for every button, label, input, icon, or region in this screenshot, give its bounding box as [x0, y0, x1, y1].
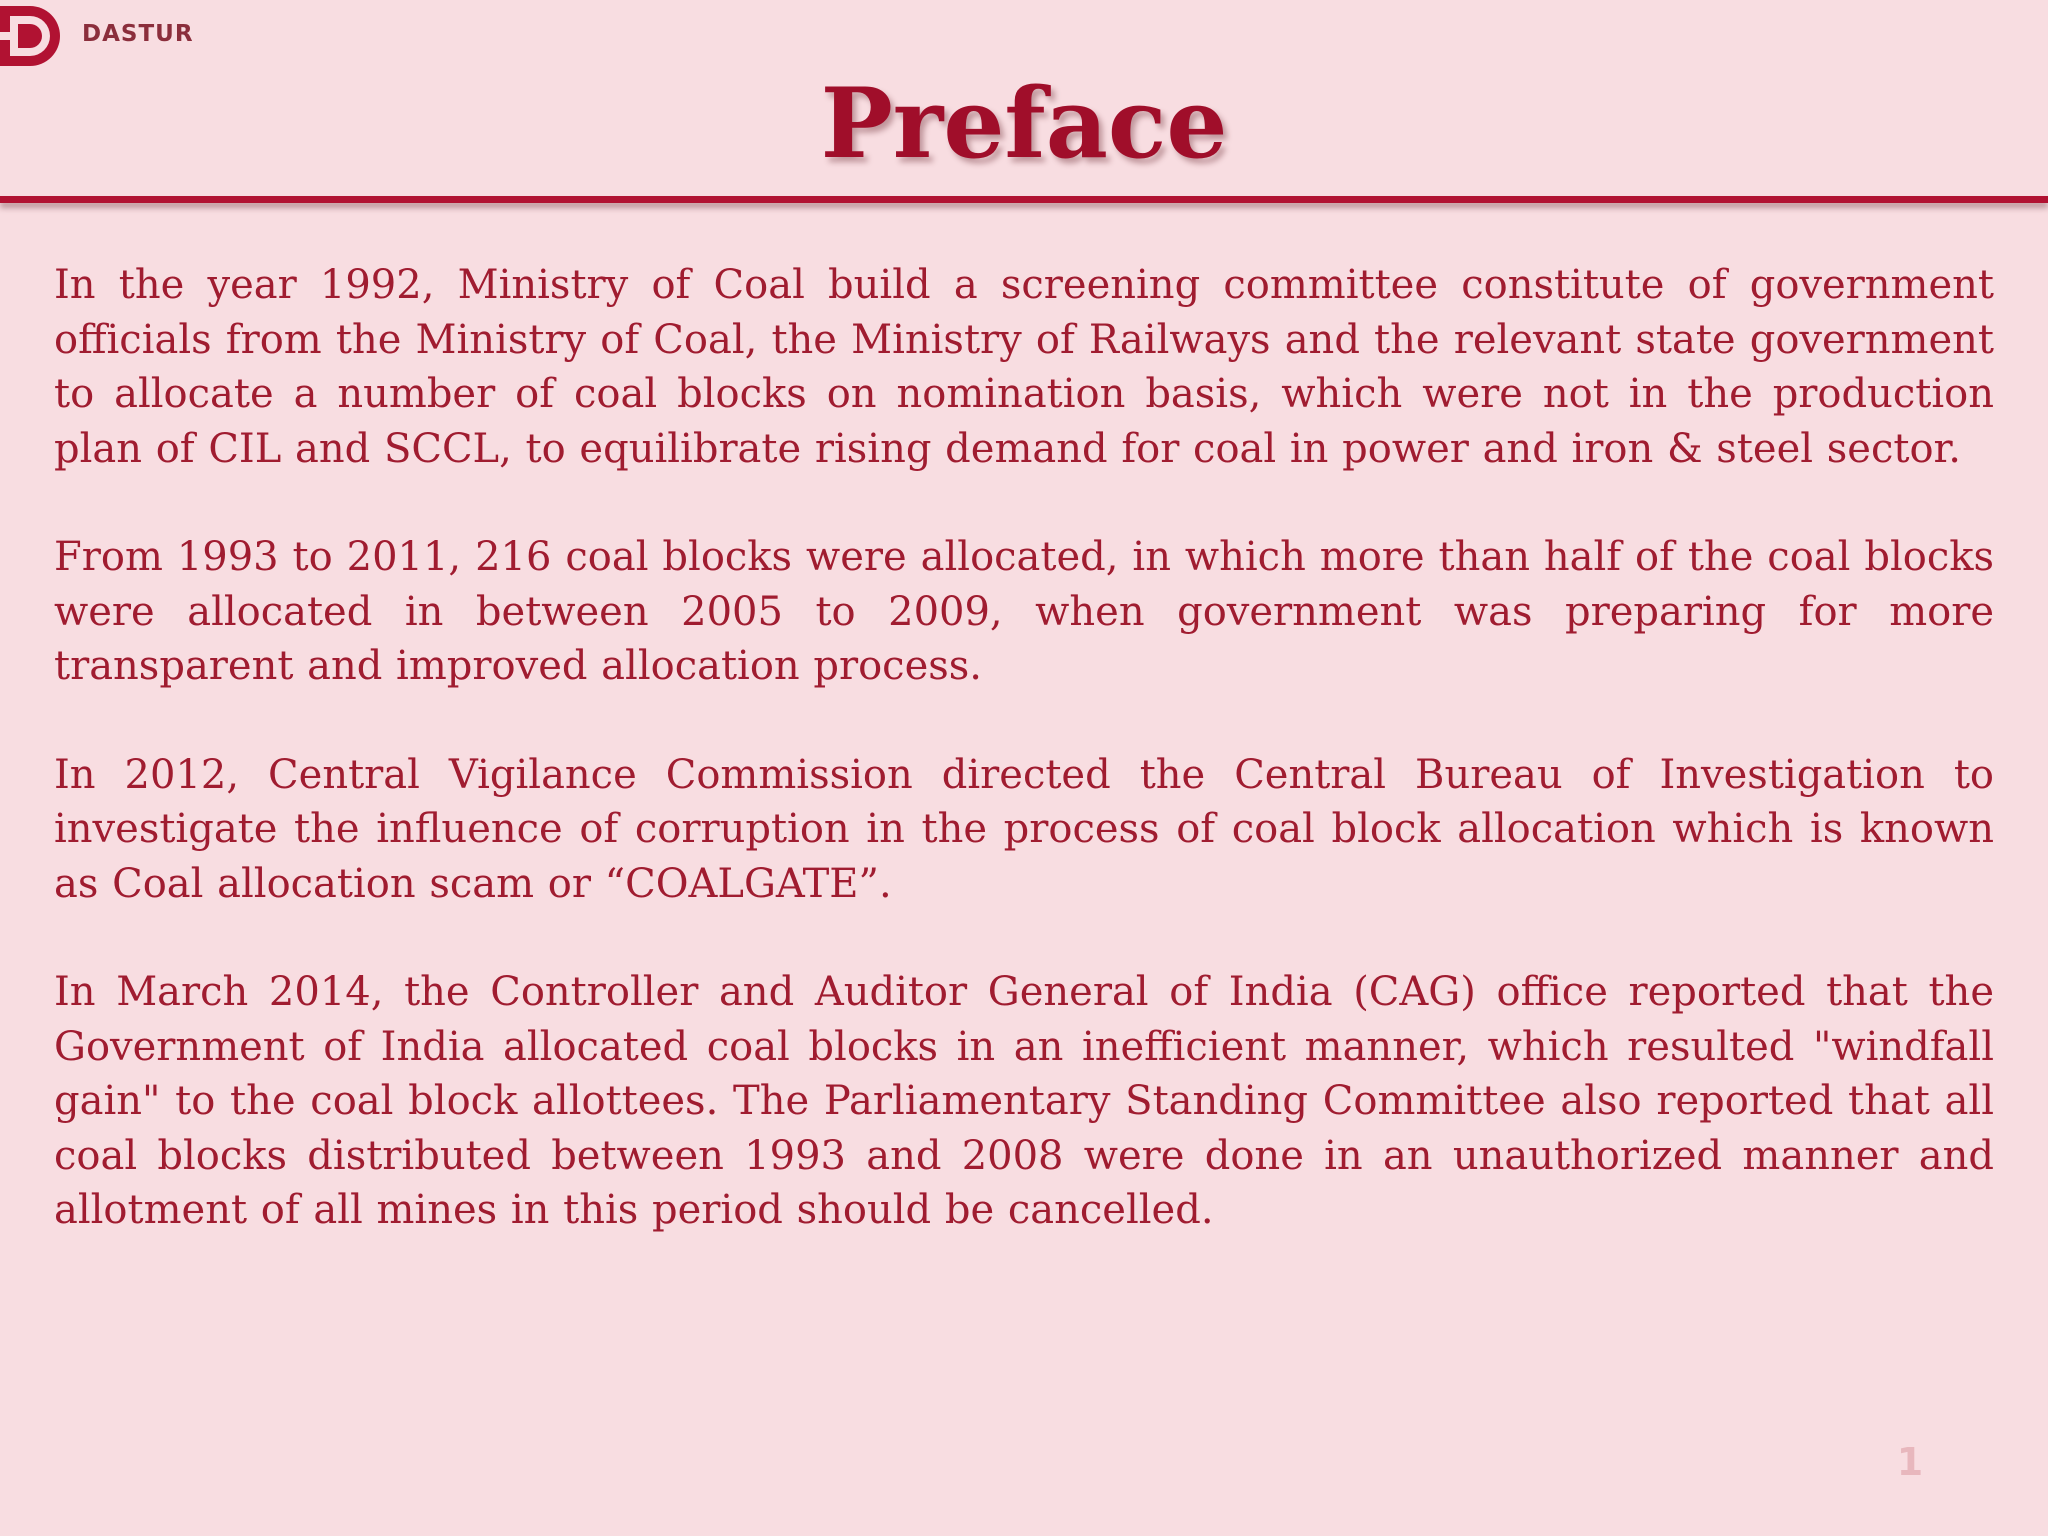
paragraph-3: In 2012, Central Vigilance Commission directed the Central Bureau of Investigation to investigate the influence of corruption in the process of coal block allocation which is known as Coal allocation scam or “COALGATE”.: [54, 751, 1994, 907]
page-number: 1: [1896, 1440, 1924, 1484]
slide-body: [54, 258, 1994, 1292]
brand-name: DASTUR: [82, 21, 194, 47]
title-divider: [0, 196, 2048, 203]
dastur-d-logo-icon: [0, 4, 66, 68]
slide-title: Preface: [820, 67, 1228, 180]
paragraph-1: In the year 1992, Ministry of Coal build a screening committee constitute of government officials from the Ministry of Coal, the Ministry of Railways and the relevant state government to allocate a number of coal blocks on nomination basis, which were not in the production plan of CIL and SCCL, to equilibrate rising demand for coal in power and iron & steel sector.: [54, 262, 1994, 472]
paragraph-4: In March 2014, the Controller and Auditor General of India (CAG) office reported that the Government of India allocated coal blocks in an inefficient manner, which resulted "windfall gain" to the coal block allottees. The Parliamentary Standing Committee also reported that all coal blocks distributed between 1993 and 2008 were done in an unauthorized manner and allotment of all mines in this period should be cancelled.: [54, 969, 1994, 1233]
brand-logo: [0, 4, 194, 68]
paragraph-2: From 1993 to 2011, 216 coal blocks were allocated, in which more than half of the coal blocks were allocated in between 2005 to 2009, when government was preparing for more transparent and improved allocation process.: [54, 534, 1994, 689]
